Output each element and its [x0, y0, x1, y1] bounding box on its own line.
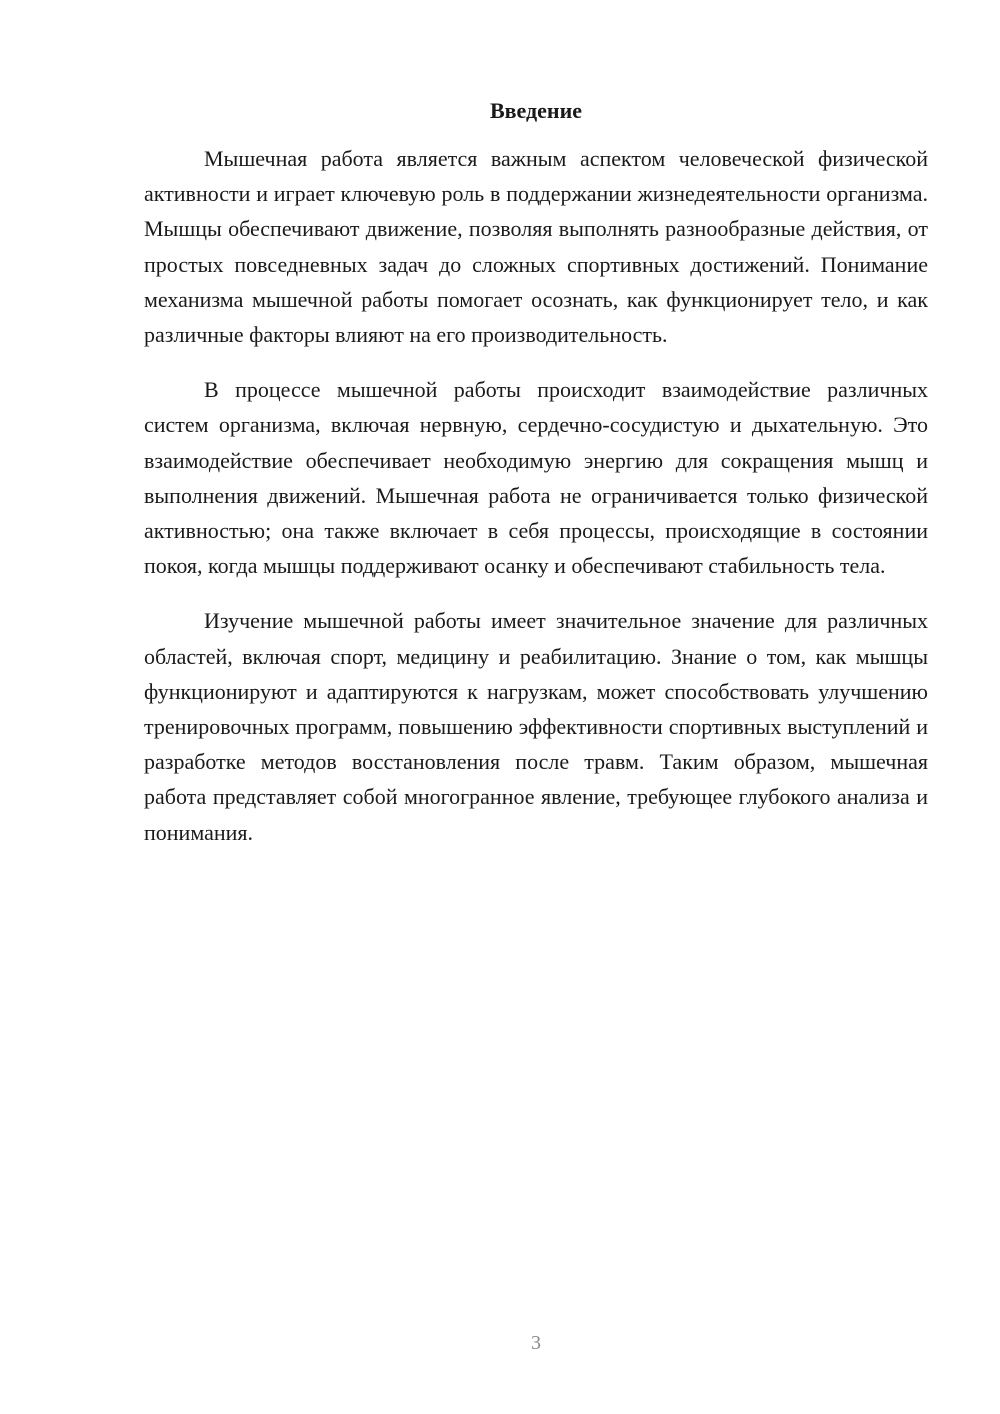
paragraph-3: Изучение мышечной работы имеет значительное значение для различных областей, включая спорт, медицину и реабилитацию. Знание о том, как мышцы функционируют и адаптируются к нагрузкам, может способствовать улучшению тренировочных программ, повышению эффективности спортивных выступлений и разработке методов восстановления после травм. Таким образом, мышечная работа представляет собой многогранное явление, требующее глубокого анализа и понимания.: [144, 608, 928, 845]
paragraph-1: Мышечная работа является важным аспектом человеческой физической активности и играет ключевую роль в поддержании жизнедеятельности организма. Мышцы обеспечивают движение, позволяя выполнять разнообразные действия, от простых повседневных задач до сложных спортивных достижений. Понимание механизма мышечной работы помогает осознать, как функционирует тело, и как различные факторы влияют на его производительность.: [144, 146, 928, 348]
section-heading: Введение: [489, 98, 583, 123]
page-content: [144, 93, 928, 870]
paragraph-2: В процессе мышечной работы происходит взаимодействие различных систем организма, включая нервную, сердечно-сосудистую и дыхательную. Это взаимодействие обеспечивает необходимую энергию для сокращения мышц и выполнения движений. Мышечная работа не ограничивается только физической активностью; она также включает в себя процессы, происходящие в состоянии покоя, когда мышцы поддерживают осанку и обеспечивают стабильность тела.: [144, 377, 928, 579]
page-number: 3: [531, 1332, 541, 1354]
